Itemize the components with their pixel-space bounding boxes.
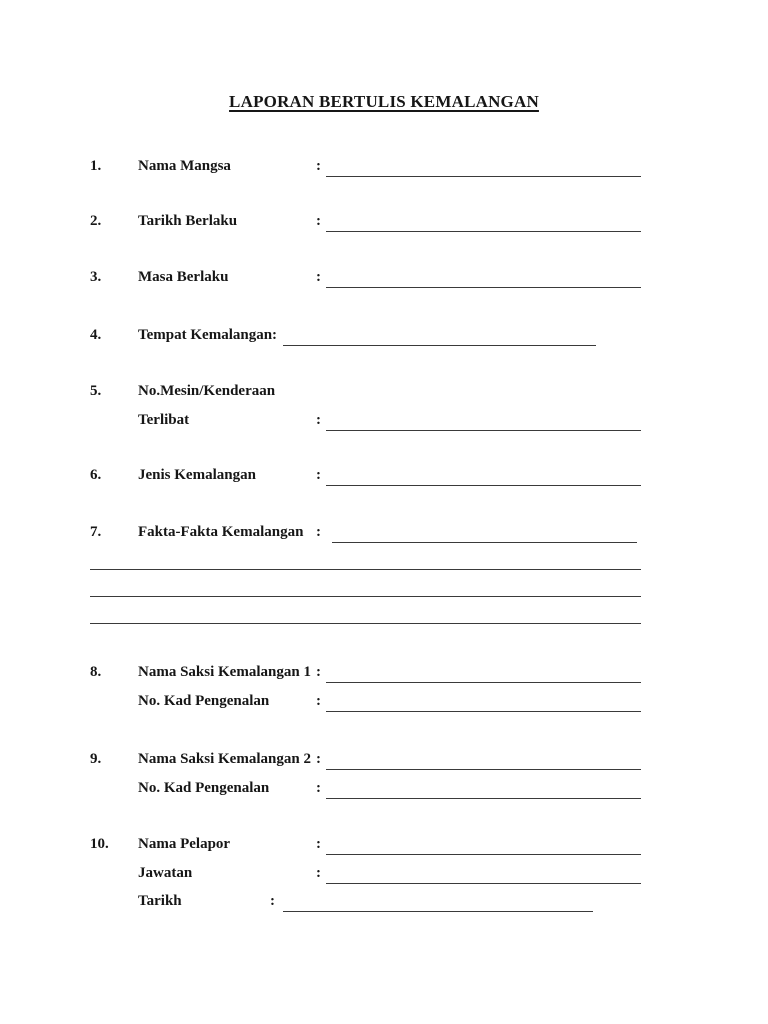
item-label: No. Kad Pengenalan xyxy=(138,780,270,796)
colon-separator: : xyxy=(316,751,321,767)
blank-line-nama-pelapor xyxy=(326,836,641,855)
item-number: 2. xyxy=(90,213,102,229)
item-label: Jawatan xyxy=(138,865,193,881)
blank-line-fakta-3 xyxy=(90,578,641,597)
blank-line-saksi-1-nama xyxy=(326,664,641,683)
blank-line-saksi-1-kad xyxy=(326,693,641,712)
form-row-masa-berlaku xyxy=(0,269,768,289)
item-number: 4. xyxy=(90,327,102,343)
item-label: No.Mesin/Kenderaan xyxy=(138,383,276,399)
item-label: Tempat Kemalangan: xyxy=(138,327,278,343)
form-row-jawatan xyxy=(0,865,768,885)
colon-separator: : xyxy=(316,693,321,709)
form-row-saksi-2-kad-pengenalan xyxy=(0,780,768,800)
colon-separator: : xyxy=(316,412,321,428)
item-label: Nama Saksi Kemalangan 2 xyxy=(138,751,311,767)
blank-line-terlibat xyxy=(326,412,641,431)
page-title: LAPORAN BERTULIS KEMALANGAN xyxy=(229,92,539,111)
item-number: 8. xyxy=(90,664,102,680)
item-label: Nama Pelapor xyxy=(138,836,231,852)
item-number: 1. xyxy=(90,158,102,174)
blank-line-tarikh-berlaku xyxy=(326,213,641,232)
blank-line-fakta-1 xyxy=(332,524,637,543)
form-row-tempat-kemalangan xyxy=(0,327,768,347)
blank-line-tempat-kemalangan xyxy=(283,327,596,346)
form-row-saksi-1 xyxy=(0,664,768,684)
form-row-nama-pelapor xyxy=(0,836,768,856)
form-row-tarikh xyxy=(0,893,768,913)
colon-separator: : xyxy=(316,865,321,881)
blank-line-jenis-kemalangan xyxy=(326,467,641,486)
blank-line-fakta-4 xyxy=(90,605,641,624)
form-row-jenis-kemalangan xyxy=(0,467,768,487)
colon-separator: : xyxy=(316,158,321,174)
blank-line-saksi-2-kad xyxy=(326,780,641,799)
colon-separator: : xyxy=(316,213,321,229)
colon-separator: : xyxy=(316,664,321,680)
item-number: 3. xyxy=(90,269,102,285)
colon-separator: : xyxy=(270,893,275,909)
blank-line-nama-mangsa xyxy=(326,158,641,177)
item-label: Jenis Kemalangan xyxy=(138,467,256,483)
blank-line-saksi-2-nama xyxy=(326,751,641,770)
item-number: 7. xyxy=(90,524,102,540)
colon-separator: : xyxy=(316,836,321,852)
item-label: Terlibat xyxy=(138,412,190,428)
item-number: 5. xyxy=(90,383,102,399)
form-row-terlibat xyxy=(0,412,768,432)
form-row-saksi-1-kad-pengenalan xyxy=(0,693,768,713)
colon-separator: : xyxy=(316,269,321,285)
blank-line-fakta-2 xyxy=(90,551,641,570)
item-number: 9. xyxy=(90,751,102,767)
form-row-nama-mangsa xyxy=(0,158,768,178)
colon-separator: : xyxy=(316,780,321,796)
blank-line-masa-berlaku xyxy=(326,269,641,288)
form-row-tarikh-berlaku xyxy=(0,213,768,233)
blank-line-jawatan xyxy=(326,865,641,884)
item-label: No. Kad Pengenalan xyxy=(138,693,270,709)
item-label: Fakta-Fakta Kemalangan xyxy=(138,524,304,540)
form-row-no-mesin-kenderaan xyxy=(0,383,768,403)
item-number: 10. xyxy=(90,836,109,852)
colon-separator: : xyxy=(316,467,321,483)
colon-separator: : xyxy=(316,524,321,540)
item-label: Nama Saksi Kemalangan 1 xyxy=(138,664,311,680)
item-label: Tarikh xyxy=(138,893,182,909)
item-label: Tarikh Berlaku xyxy=(138,213,238,229)
form-row-fakta-fakta-kemalangan xyxy=(0,524,768,544)
form-row-saksi-2 xyxy=(0,751,768,771)
blank-line-tarikh xyxy=(283,893,593,912)
item-label: Masa Berlaku xyxy=(138,269,229,285)
item-number: 6. xyxy=(90,467,102,483)
item-label: Nama Mangsa xyxy=(138,158,231,174)
